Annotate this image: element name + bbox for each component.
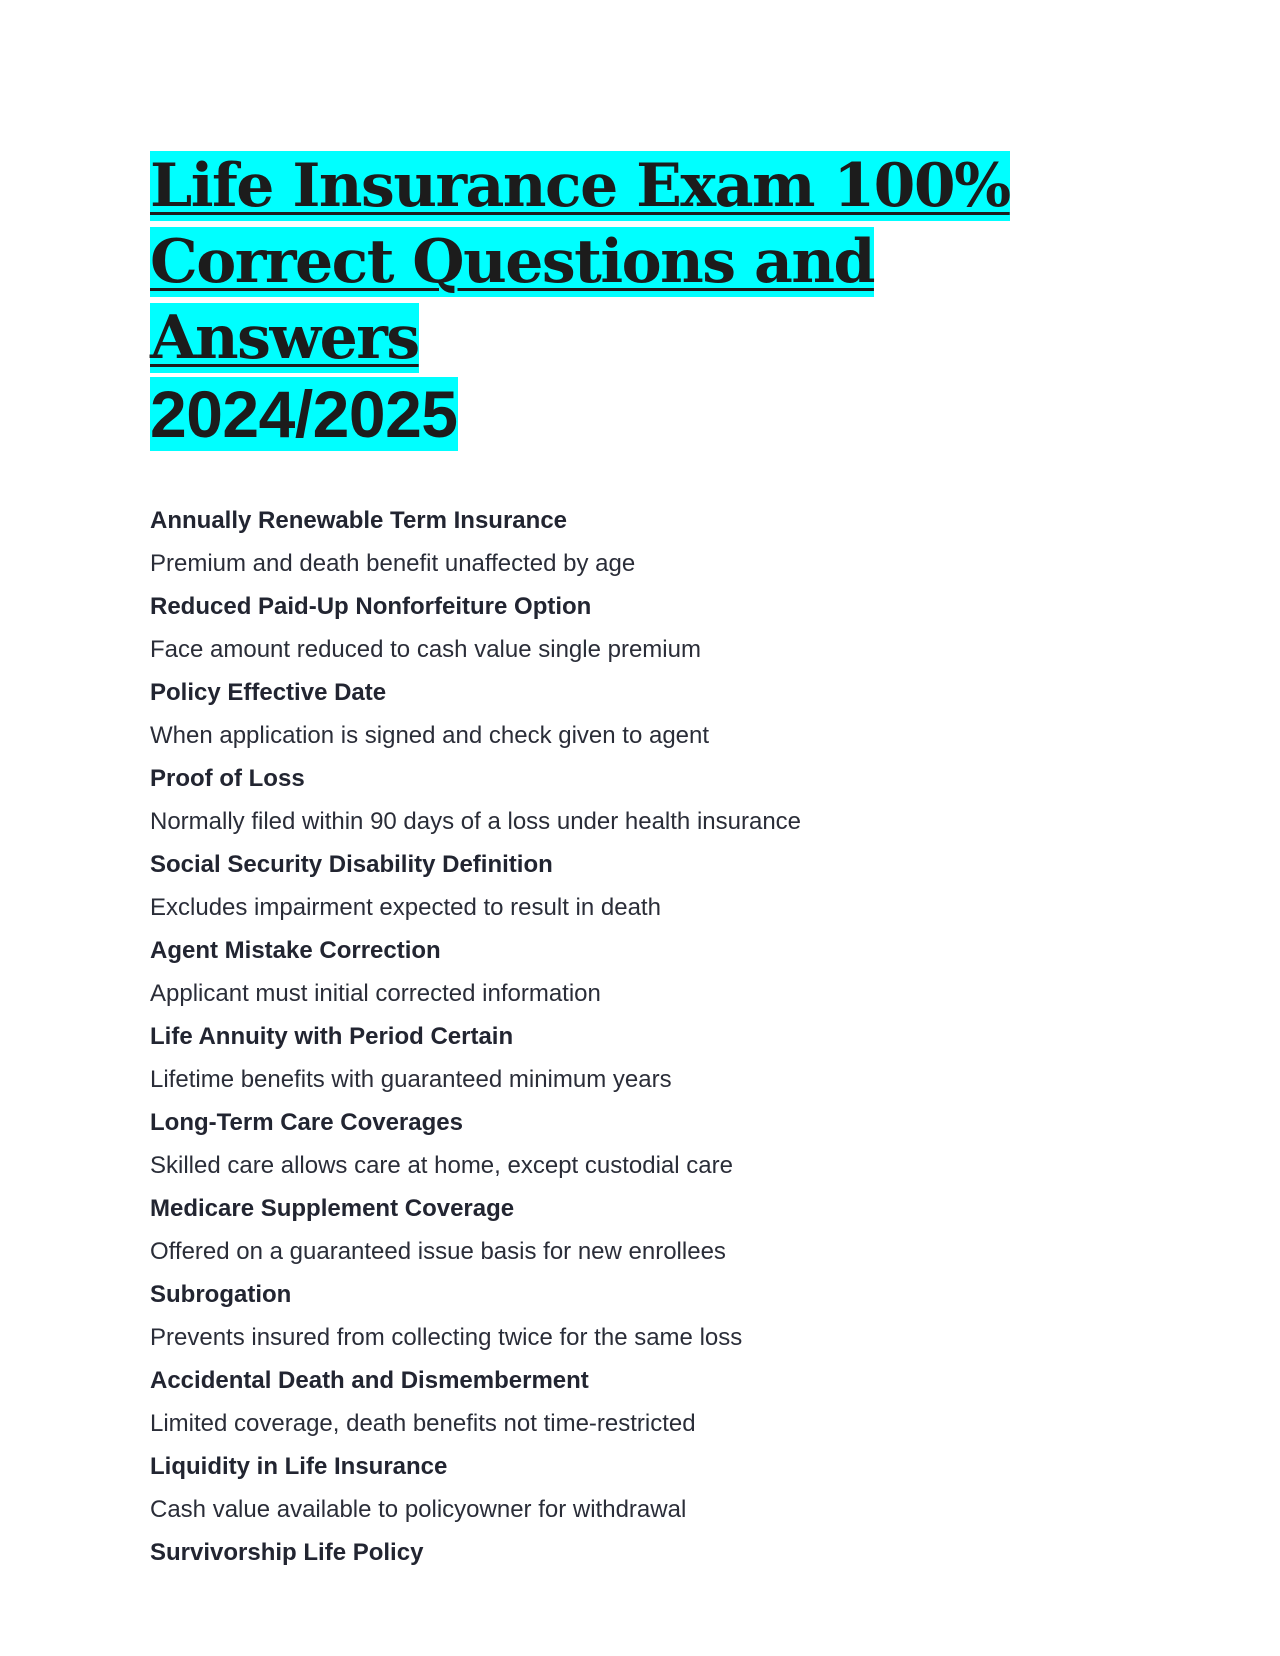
question-term: Life Annuity with Period Certain xyxy=(150,1023,514,1050)
answer-definition: Applicant must initial corrected information xyxy=(150,980,601,1007)
answer-definition: Limited coverage, death benefits not time-restricted xyxy=(150,1410,696,1437)
answer-definition: Lifetime benefits with guaranteed minimum years xyxy=(150,1066,672,1093)
title-line-2: Correct Questions and Answers xyxy=(150,227,874,373)
question-term: Accidental Death and Dismemberment xyxy=(150,1367,589,1394)
question-term: Long-Term Care Coverages xyxy=(150,1109,463,1136)
title-line-1: Life Insurance Exam 100% xyxy=(150,151,1010,221)
question-term: Medicare Supplement Coverage xyxy=(150,1195,515,1222)
question-term: Agent Mistake Correction xyxy=(150,937,441,964)
answer-definition: Excludes impairment expected to result in death xyxy=(150,894,661,921)
answer-definition: Skilled care allows care at home, except custodial care xyxy=(150,1152,733,1179)
title-line-3: 2024/2025 xyxy=(150,377,458,451)
question-term: Proof of Loss xyxy=(150,765,305,792)
question-term: Survivorship Life Policy xyxy=(150,1539,424,1566)
question-term: Annually Renewable Term Insurance xyxy=(150,507,568,534)
answer-definition: Premium and death benefit unaffected by age xyxy=(150,550,636,577)
qa-list xyxy=(150,499,1150,1574)
question-term: Social Security Disability Definition xyxy=(150,851,553,878)
answer-definition: Offered on a guaranteed issue basis for new enrollees xyxy=(150,1238,726,1265)
question-term: Policy Effective Date xyxy=(150,679,387,706)
answer-definition: Face amount reduced to cash value single premium xyxy=(150,636,701,663)
answer-definition: Prevents insured from collecting twice for the same loss xyxy=(150,1324,743,1351)
question-term: Subrogation xyxy=(150,1281,292,1308)
question-term: Liquidity in Life Insurance xyxy=(150,1453,448,1480)
document-page xyxy=(150,148,1150,1574)
answer-definition: When application is signed and check given to agent xyxy=(150,722,710,749)
document-title xyxy=(150,148,1150,455)
answer-definition: Normally filed within 90 days of a loss under health insurance xyxy=(150,808,802,835)
answer-definition: Cash value available to policyowner for withdrawal xyxy=(150,1496,687,1523)
question-term: Reduced Paid-Up Nonforfeiture Option xyxy=(150,593,592,620)
